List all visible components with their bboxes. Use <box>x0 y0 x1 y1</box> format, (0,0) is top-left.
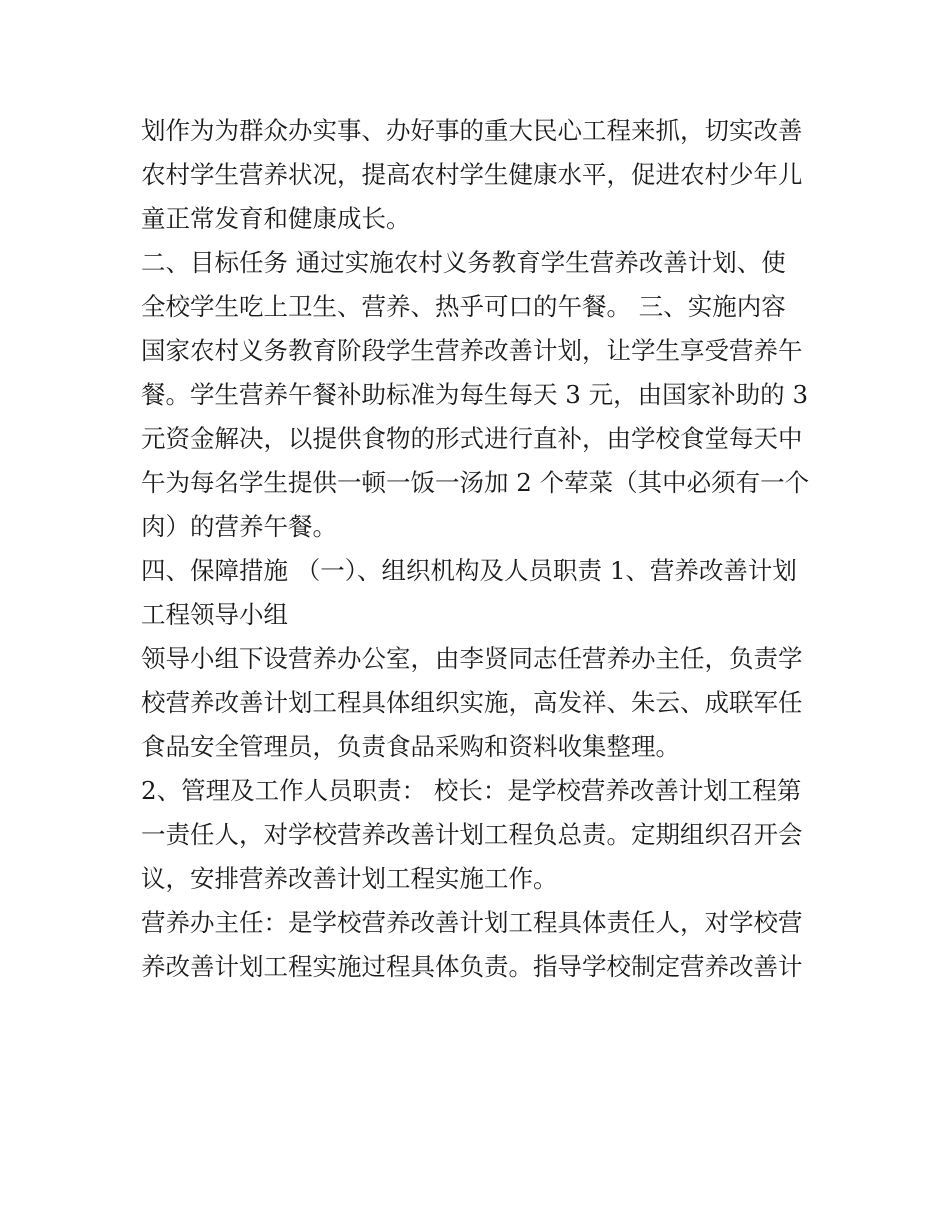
text-line: 营养办主任：是学校营养改善计划工程具体责任人，对学校营 <box>141 908 803 937</box>
text-line: 领导小组下设营养办公室，由李贤同志任营养办主任，负责学 <box>141 644 803 673</box>
text-line: 元资金解决，以提供食物的形式进行直补，由学校食堂每天中 <box>141 424 803 453</box>
text-line: 童正常发育和健康成长。 <box>141 204 411 233</box>
text-line: 农村学生营养状况，提高农村学生健康水平，促进农村少年儿 <box>141 160 803 189</box>
text-line: 肉）的营养午餐。 <box>141 512 337 541</box>
text-line: 食品安全管理员，负责食品采购和资料收集整理。 <box>141 732 680 761</box>
text-line: 餐。学生营养午餐补助标准为每生每天 3 元，由国家补助的 3 <box>141 380 809 409</box>
document-body <box>141 109 821 989</box>
section-heading-line: 四、保障措施 （一）、组织机构及人员职责 1、营养改善计划 <box>141 556 797 585</box>
text-line: 全校学生吃上卫生、营养、热乎可口的午餐。 三、实施内容 <box>141 292 786 321</box>
text-line: 国家农村义务教育阶段学生营养改善计划，让学生享受营养午 <box>141 336 803 365</box>
text-line: 校营养改善计划工程具体组织实施，高发祥、朱云、成联军任 <box>141 688 803 717</box>
text-line: 午为每名学生提供一顿一饭一汤加 2 个荤菜（其中必须有一个 <box>141 468 810 497</box>
text-line: 一责任人，对学校营养改善计划工程负总责。定期组织召开会 <box>141 820 803 849</box>
section-heading-line: 二、目标任务 通过实施农村义务教育学生营养改善计划、使 <box>141 248 786 277</box>
text-line: 养改善计划工程实施过程具体负责。指导学校制定营养改善计 <box>141 952 803 981</box>
text-line: 划作为为群众办实事、办好事的重大民心工程来抓，切实改善 <box>141 116 803 145</box>
text-line: 2、管理及工作人员职责： 校长：是学校营养改善计划工程第 <box>141 776 802 805</box>
text-line: 议，安排营养改善计划工程实施工作。 <box>141 864 558 893</box>
text-line: 工程领导小组 <box>141 600 288 629</box>
